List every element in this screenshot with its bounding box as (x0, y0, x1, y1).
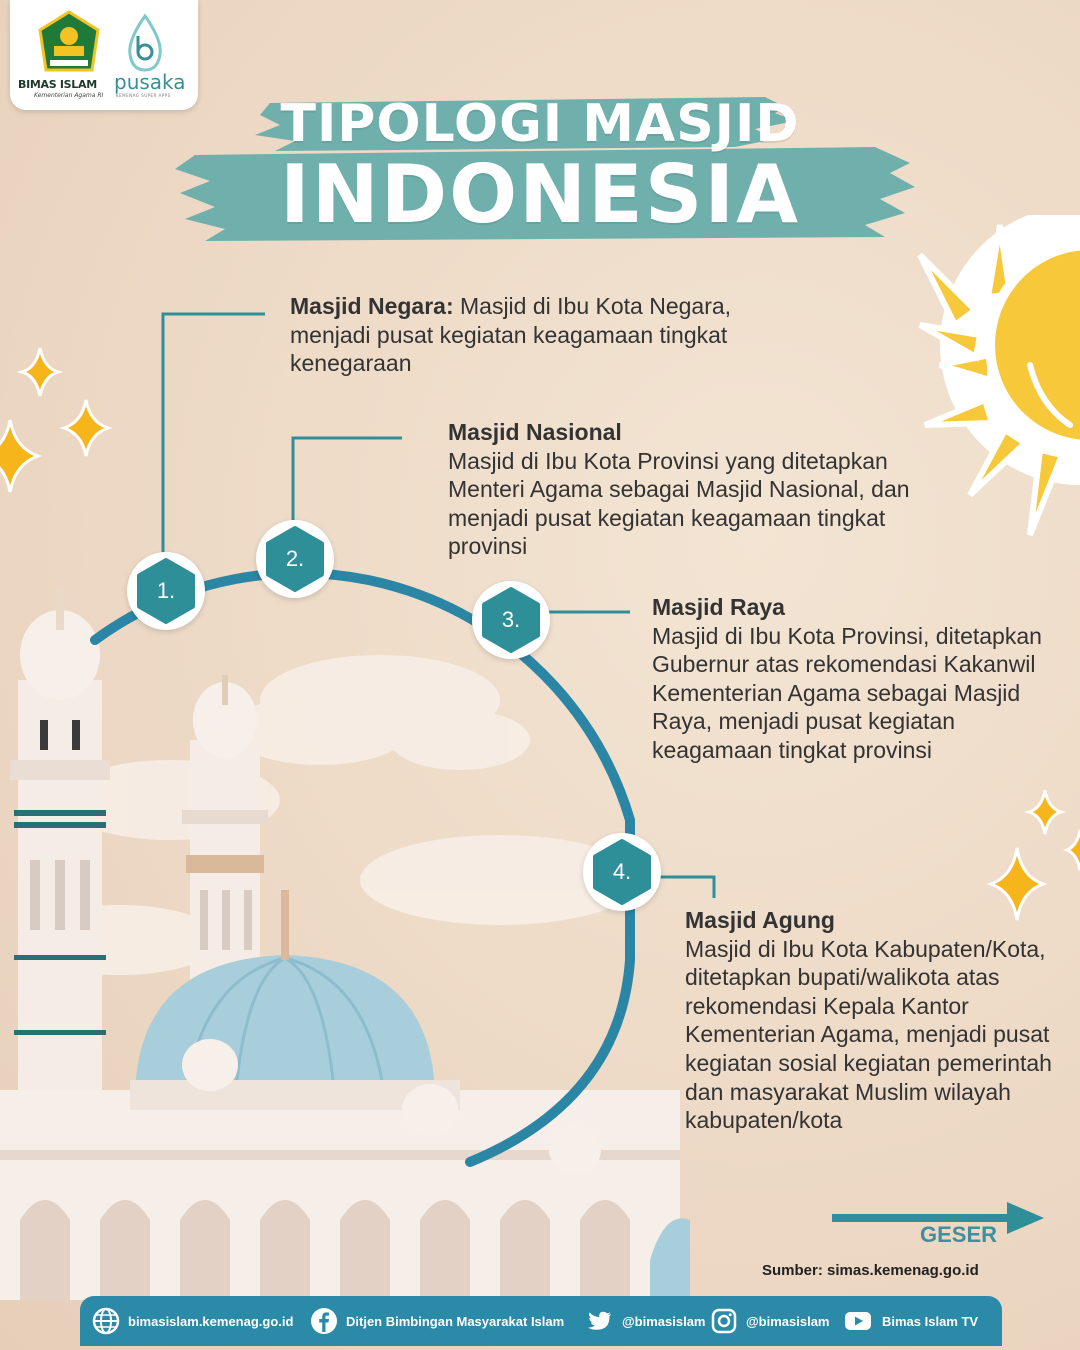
next-button-label[interactable]: GESER (920, 1222, 998, 1247)
globe-icon (92, 1307, 120, 1335)
title-line-2: INDONESIA (279, 148, 801, 241)
title-line-1: TIPOLOGI MASJID (280, 94, 800, 154)
footer-twitter-label: @bimasislam (622, 1313, 706, 1329)
connector-2 (293, 438, 402, 520)
item-4-title: Masjid Agung (685, 907, 835, 933)
footer-bar (80, 1296, 1002, 1346)
footer-instagram[interactable] (710, 1296, 830, 1346)
badge-1 (127, 552, 205, 630)
bimas-islam-sub-label: Kementerian Agama RI (34, 92, 104, 99)
instagram-icon (710, 1307, 738, 1335)
item-masjid-nasional (448, 418, 948, 561)
badge-2 (256, 520, 334, 598)
footer-facebook[interactable] (310, 1296, 564, 1346)
footer-twitter[interactable] (586, 1296, 706, 1346)
youtube-icon (842, 1307, 874, 1335)
source-credit: Sumber: simas.kemenag.go.id (762, 1262, 979, 1279)
item-2-title: Masjid Nasional (448, 419, 622, 445)
footer-instagram-label: @bimasislam (746, 1313, 830, 1329)
pusaka-sub-label: KEMENAG SUPER APPS (116, 93, 171, 98)
pusaka-label: pusaka (114, 70, 186, 94)
badge-2-number: 2. (285, 546, 305, 571)
connector-1 (163, 314, 265, 553)
badge-1-number: 1. (156, 578, 176, 603)
item-3-description: Masjid di Ibu Kota Provinsi, ditetapkan Gubernur atas rekomendasi Kakanwil Kementerian Agama sebagai Masjid Raya, menjadi pusat kegiatan keagamaan tingkat provinsi (652, 622, 1042, 763)
facebook-icon (310, 1307, 338, 1335)
badge-4 (583, 833, 661, 911)
item-1-description: Masjid di Ibu Kota Negara, menjadi pusat kegiatan keagamaan tingkat kenegaraan (290, 293, 732, 377)
footer-website-label: bimasislam.kemenag.go.id (128, 1313, 294, 1329)
badge-3 (472, 581, 550, 659)
item-masjid-raya (652, 593, 1052, 765)
bimas-islam-label: BIMAS ISLAM (18, 78, 97, 91)
twitter-icon (586, 1307, 614, 1335)
item-4-description: Masjid di Ibu Kota Kabupaten/Kota, ditetapkan bupati/walikota atas rekomendasi Kepala Kantor Kementerian Agama, menjadi pusat kegiatan sosial kegiatan pemerintah dan masyarakat Muslim wilayah kabupaten/kota (685, 935, 1052, 1134)
connector-4 (658, 877, 714, 898)
item-masjid-agung (685, 906, 1075, 1135)
footer-website[interactable] (92, 1296, 293, 1346)
badge-4-number: 4. (612, 859, 632, 884)
footer-facebook-label: Ditjen Bimbingan Masyarakat Islam (346, 1313, 565, 1329)
badge-3-number: 3. (501, 607, 521, 632)
footer-youtube[interactable] (842, 1296, 978, 1346)
item-masjid-negara (290, 292, 750, 378)
footer-youtube-label: Bimas Islam TV (882, 1313, 979, 1329)
item-3-title: Masjid Raya (652, 594, 785, 620)
item-2-description: Masjid di Ibu Kota Provinsi yang ditetapkan Menteri Agama sebagai Masjid Nasional, dan menjadi pusat kegiatan keagamaan tingkat provinsi (448, 447, 910, 560)
item-1-title: Masjid Negara: (290, 293, 454, 319)
